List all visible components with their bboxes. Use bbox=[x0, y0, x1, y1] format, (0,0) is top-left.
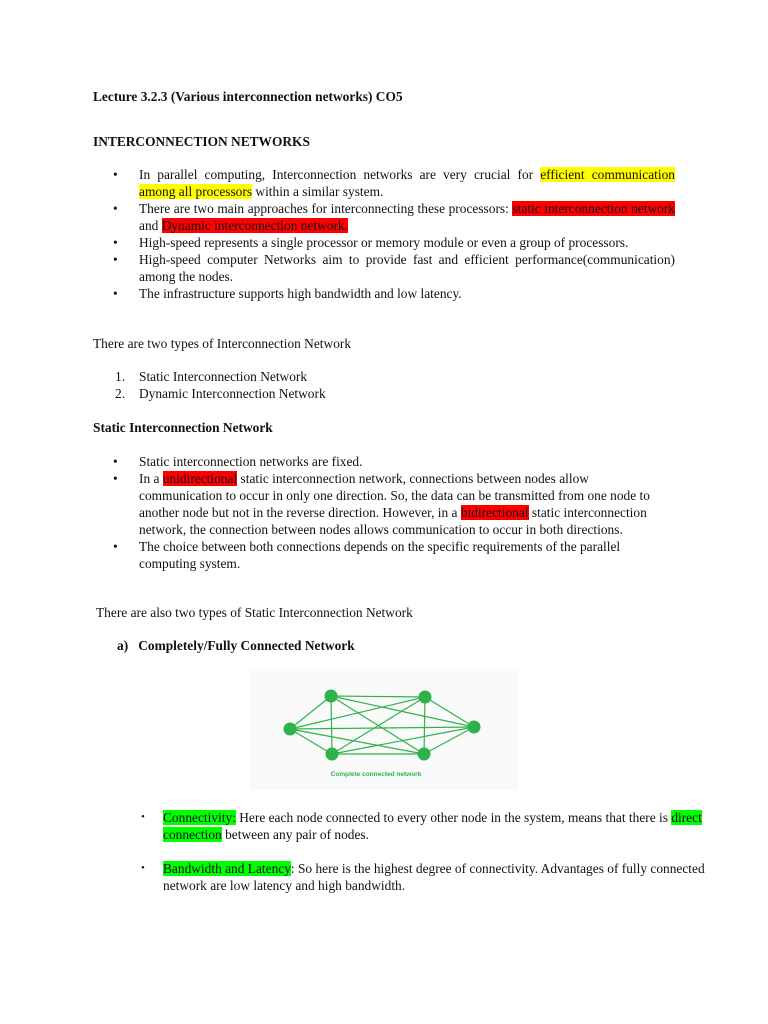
types-intro: There are two types of Interconnection Network bbox=[93, 336, 352, 351]
intro-bullet-4: • High-speed computer Networks aim to provide fast and efficient performance(communication) among the nodes. bbox=[113, 252, 675, 284]
connectivity-bullet bbox=[93, 809, 745, 843]
network-node bbox=[326, 748, 339, 761]
bullet-icon: • bbox=[113, 286, 118, 301]
bandwidth-bullet bbox=[93, 860, 745, 894]
highlight-green: direct connection bbox=[163, 810, 702, 842]
subsection-a-heading: a) Completely/Fully Connected Network bbox=[117, 638, 355, 653]
highlight-red: unidirectional bbox=[162, 471, 238, 486]
highlight-green: Connectivity: bbox=[163, 810, 236, 825]
intro-bullet-3: • High-speed represents a single processor or memory module or even a group of processors. bbox=[113, 235, 629, 250]
network-diagram bbox=[250, 669, 518, 790]
network-node bbox=[325, 690, 338, 703]
types-list-item: 2. Dynamic Interconnection Network bbox=[115, 386, 326, 401]
intro-bullet-5: • The infrastructure supports high bandwidth and low latency. bbox=[113, 286, 462, 301]
lecture-title: Lecture 3.2.3 (Various interconnection networks) CO5 bbox=[93, 89, 403, 104]
highlight-red: static interconnection network bbox=[512, 201, 675, 216]
bullet-icon: • bbox=[113, 539, 118, 554]
bullet-icon: • bbox=[113, 252, 118, 267]
bullet-icon: • bbox=[113, 454, 118, 469]
intro-bullet-1: • In parallel computing, Interconnection networks are very crucial for efficient communication among all processors within a similar system. bbox=[113, 167, 675, 199]
bullet-icon: • bbox=[141, 811, 145, 823]
fully-connected-network-figure bbox=[250, 669, 518, 790]
bullet-icon: • bbox=[141, 862, 145, 874]
intro-bullet-2: • There are two main approaches for interconnecting these processors: static interconnection network and Dynamic interconnection network. bbox=[113, 201, 675, 233]
bullet-icon: • bbox=[113, 201, 118, 216]
intro-bullet-list bbox=[93, 166, 675, 302]
bullet-icon: • bbox=[113, 167, 118, 182]
network-node bbox=[284, 723, 297, 736]
bottom-bullet-1: • Connectivity: Here each node connected to every other node in the system, means that there is direct connection between any pair of nodes. bbox=[141, 810, 702, 842]
highlight-red: Dynamic interconnection network. bbox=[161, 218, 348, 233]
network-edges bbox=[290, 696, 474, 754]
static-bullet-2: • In a unidirectional static interconnection network, connections between nodes allow communication to occur in only one direction. So, the data can be transmitted from one node to another node but not in the reverse direction. However, in a bidirectional static interconnection network, the connection between nodes allows communication to occur in both directions. bbox=[113, 471, 650, 537]
bullet-icon: • bbox=[113, 235, 118, 250]
network-node bbox=[419, 691, 432, 704]
section-heading: INTERCONNECTION NETWORKS bbox=[93, 134, 310, 149]
static-heading: Static Interconnection Network bbox=[93, 420, 273, 435]
highlight-red: bidirectional bbox=[460, 505, 529, 520]
types-list bbox=[93, 368, 675, 402]
types-list-item: 1. Static Interconnection Network bbox=[115, 369, 308, 384]
network-nodes bbox=[284, 690, 481, 761]
network-node bbox=[418, 748, 431, 761]
network-node bbox=[468, 721, 481, 734]
static-bullet-3: • The choice between both connections depends on the specific requirements of the parallel computing system. bbox=[113, 539, 621, 571]
static-bullet-1: • Static interconnection networks are fixed. bbox=[113, 454, 363, 469]
highlight-green: Bandwidth and Latency bbox=[163, 861, 291, 876]
highlight-yellow: efficient communication among all processors bbox=[139, 167, 675, 199]
figure-caption: Complete connected network bbox=[330, 771, 422, 778]
static-types-intro: There are also two types of Static Interconnection Network bbox=[96, 605, 413, 620]
static-bullet-list bbox=[93, 453, 675, 572]
bottom-bullet-2: • Bandwidth and Latency: So here is the highest degree of connectivity. Advantages of fully connected network are low latency and high bandwidth. bbox=[141, 861, 705, 893]
bullet-icon: • bbox=[113, 471, 118, 486]
